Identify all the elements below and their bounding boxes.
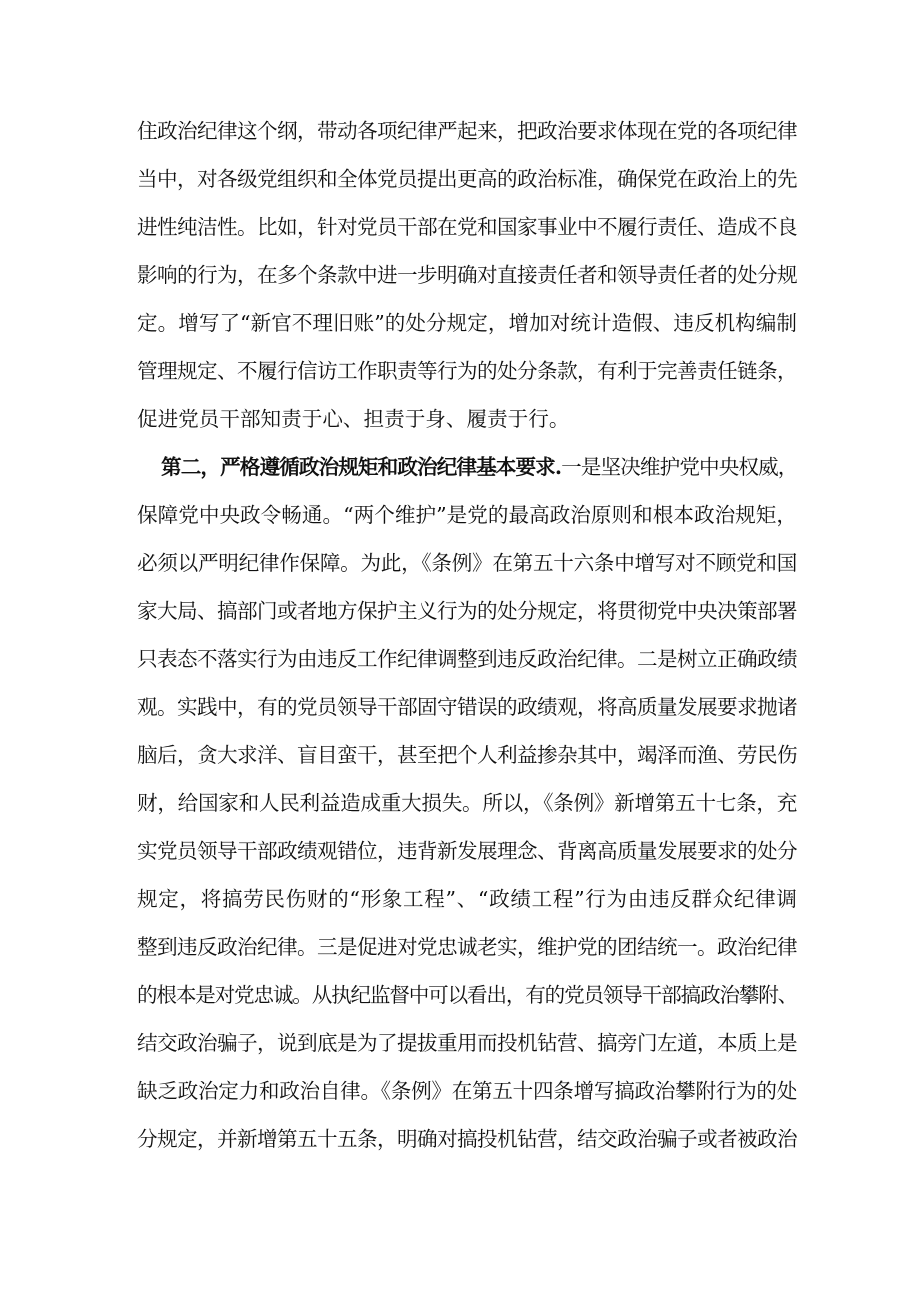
paragraph-2-line-5: 只表态不落实行为由违反工作纪律调整到违反政治纪律。二是树立正确政绩 (137, 647, 797, 671)
paragraph-2-line-1-rest: 一是坚决维护党中央权威， (561, 455, 798, 479)
paragraph-2-line-6: 观。实践中，有的党员领导干部固守错误的政绩观，将高质量发展要求抛诸 (137, 695, 797, 719)
paragraph-1-line-4: 影响的行为，在多个条款中进一步明确对直接责任者和领导责任者的处分规 (137, 263, 797, 287)
paragraph-2-line-11: 整到违反政治纪律。三是促进对党忠诚老实，维护党的团结统一。政治纪律 (137, 935, 797, 959)
paragraph-2-line-13: 结交政治骗子，说到底是为了提拔重用而投机钻营、搞旁门左道，本质上是 (137, 1031, 797, 1055)
paragraph-2-line-14: 缺乏政治定力和政治自律。《条例》在第五十四条增写搞政治攀附行为的处 (137, 1079, 797, 1103)
paragraph-2-line-1 (161, 452, 797, 482)
paragraph-2-line-2: 保障党中央政令畅通。“两个维护”是党的最高政治原则和根本政治规矩， (137, 503, 797, 527)
paragraph-1-line-5: 定。增写了“新官不理旧账”的处分规定，增加对统计造假、违反机构编制 (137, 311, 797, 335)
paragraph-2-line-10: 规定，将搞劳民伤财的“形象工程”、“政绩工程”行为由违反群众纪律调 (137, 887, 797, 911)
paragraph-2-line-15: 分规定，并新增第五十五条，明确对搞投机钻营，结交政治骗子或者被政治 (137, 1127, 797, 1151)
paragraph-2-line-12: 的根本是对党忠诚。从执纪监督中可以看出，有的党员领导干部搞政治攀附、 (137, 983, 797, 1007)
paragraph-1-line-3: 进性纯洁性。比如，针对党员干部在党和国家事业中不履行责任、造成不良 (137, 215, 797, 239)
paragraph-1-line-1: 住政治纪律这个纲，带动各项纪律严起来，把政治要求体现在党的各项纪律 (137, 119, 797, 143)
paragraph-2-line-3: 必须以严明纪律作保障。为此，《条例》在第五十六条中增写对不顾党和国 (137, 551, 797, 575)
section-heading: 第二，严格遵循政治规矩和政治纪律基本要求. (161, 455, 562, 479)
paragraph-1-line-6: 管理规定、不履行信访工作职责等行为的处分条款，有利于完善责任链条， (137, 359, 797, 383)
paragraph-2-line-9: 实党员领导干部政绩观错位，违背新发展理念、背离高质量发展要求的处分 (137, 839, 797, 863)
paragraph-2-line-4: 家大局、搞部门或者地方保护主义行为的处分规定，将贯彻党中央决策部署 (137, 599, 797, 623)
paragraph-1-line-7: 促进党员干部知责于心、担责于身、履责于行。 (137, 407, 570, 431)
paragraph-2-line-7: 脑后，贪大求洋、盲目蛮干，甚至把个人利益掺杂其中，竭泽而渔、劳民伤 (137, 743, 797, 767)
paragraph-1-line-2: 当中，对各级党组织和全体党员提出更高的政治标准，确保党在政治上的先 (137, 167, 797, 191)
paragraph-2-line-8: 财，给国家和人民利益造成重大损失。所以，《条例》新增第五十七条，充 (137, 791, 797, 815)
